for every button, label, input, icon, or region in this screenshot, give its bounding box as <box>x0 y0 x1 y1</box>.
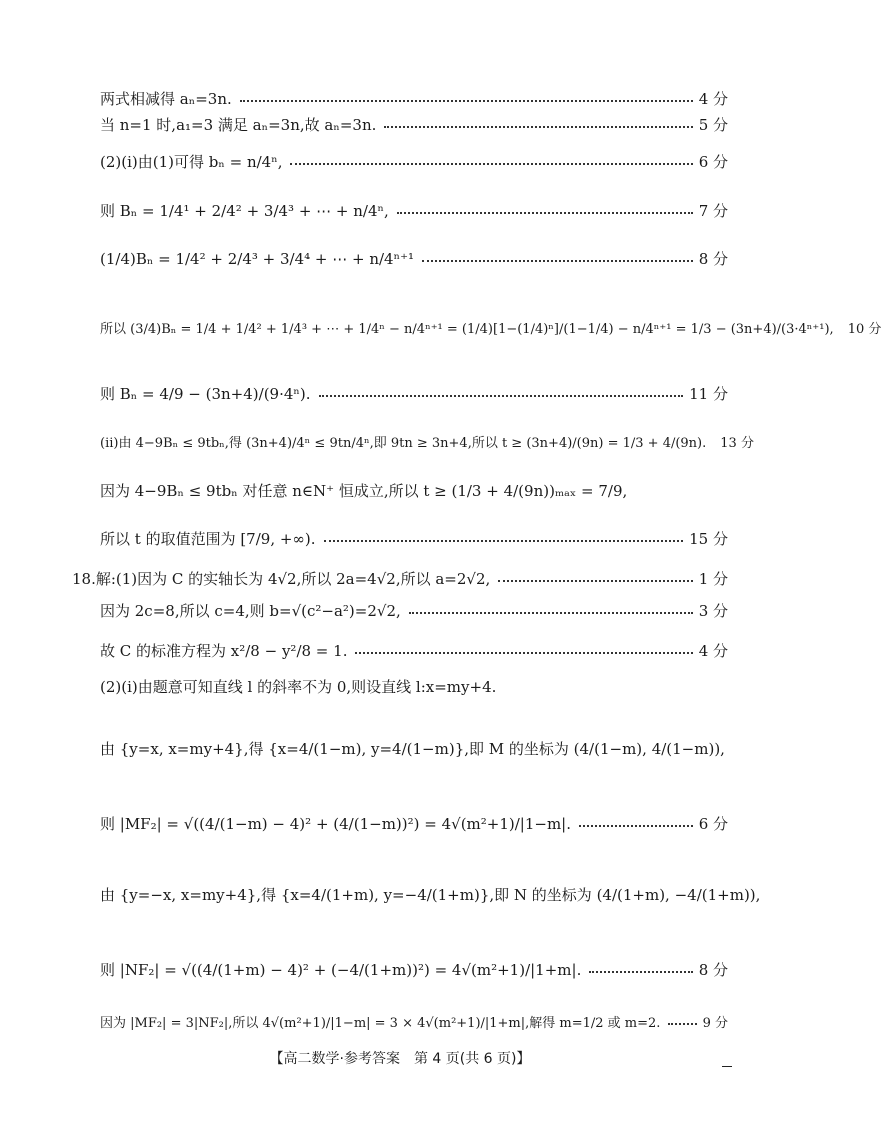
leader-dots <box>290 163 692 165</box>
score-label: 7 分 <box>698 202 728 220</box>
score-label: 6 分 <box>698 815 728 833</box>
score-label: 4 分 <box>698 90 728 108</box>
page-footer: 【高二数学·参考答案 第 4 页(共 6 页)】 <box>269 1051 531 1067</box>
answer-line: 因为 2c=8,所以 c=4,则 b=√(c²−a²)=2√2, 3 分 <box>100 602 728 620</box>
score-label: 5 分 <box>698 116 728 134</box>
answer-line: 两式相减得 aₙ=3n. 4 分 <box>100 90 728 108</box>
page-mark <box>722 1066 732 1067</box>
leader-dots <box>324 540 684 542</box>
score-label: 13 分 <box>720 436 754 451</box>
answer-line: (1/4)Bₙ = 1/4² + 2/4³ + 3/4⁴ + ⋯ + n/4ⁿ⁺¹ 8 分 <box>100 249 728 268</box>
leader-dots <box>409 612 693 614</box>
score-label: 8 分 <box>698 250 728 268</box>
answer-line: 所以 t 的取值范围为 [7/9, +∞). 15 分 <box>100 530 728 548</box>
score-label: 3 分 <box>698 602 728 620</box>
leader-dots <box>579 825 693 827</box>
score-label: 4 分 <box>698 642 728 660</box>
answer-line: 由 {y=−x, x=my+4},得 {x=4/(1+m), y=−4/(1+m)},即 N 的坐标为 (4/(1+m), −4/(1+m)), <box>100 886 761 904</box>
leader-dots <box>355 652 692 654</box>
answer-line: 当 n=1 时,a₁=3 满足 aₙ=3n,故 aₙ=3n. 5 分 <box>100 116 728 134</box>
answer-line: (2)(ⅰ)由题意可知直线 l 的斜率不为 0,则设直线 l:x=my+4. <box>100 678 497 696</box>
answer-line: (ⅱ)由 4−9Bₙ ≤ 9tbₙ,得 (3n+4)/4ⁿ ≤ 9tn/4ⁿ,即 9tn ≥ 3n+4,所以 t ≥ (3n+4)/(9n) = 1/3 + 4/(9n). 13 分 <box>100 432 728 451</box>
answer-line: 故 C 的标准方程为 x²/8 − y²/8 = 1. 4 分 <box>100 642 728 660</box>
answer-line: 由 {y=x, x=my+4},得 {x=4/(1−m), y=4/(1−m)},即 M 的坐标为 (4/(1−m), 4/(1−m)), <box>100 740 725 758</box>
answer-line: 则 |NF₂| = √((4/(1+m) − 4)² + (−4/(1+m))²) = 4√(m²+1)/|1+m|. 8 分 <box>100 961 728 979</box>
score-label: 1 分 <box>698 570 728 588</box>
score-label: 8 分 <box>698 961 728 979</box>
score-label: 15 分 <box>689 530 728 548</box>
leader-dots <box>319 395 684 397</box>
leader-dots <box>498 580 692 582</box>
answer-line: 18.解:(1)因为 C 的实轴长为 4√2,所以 2a=4√2,所以 a=2√2, 1 分 <box>72 570 728 588</box>
leader-dots <box>240 100 693 102</box>
leader-dots <box>589 971 692 973</box>
leader-dots <box>397 212 693 214</box>
answer-line: 因为 4−9Bₙ ≤ 9tbₙ 对任意 n∈N⁺ 恒成立,所以 t ≥ (1/3 + 4/(9n))ₘₐₓ = 7/9, <box>100 482 628 500</box>
score-label: 6 分 <box>698 153 728 171</box>
score-label: 11 分 <box>689 385 728 403</box>
answer-line: 则 |MF₂| = √((4/(1−m) − 4)² + (4/(1−m))²) = 4√(m²+1)/|1−m|. 6 分 <box>100 815 728 833</box>
answer-line: 所以 (3/4)Bₙ = 1/4 + 1/4² + 1/4³ + ⋯ + 1/4ⁿ − n/4ⁿ⁺¹ = (1/4)[1−(1/4)ⁿ]/(1−1/4) − n/4ⁿ⁺¹ = 1/3 − (3n+4)/(3·4ⁿ⁺¹), 10 分 <box>100 318 728 337</box>
answer-line: 则 Bₙ = 4/9 − (3n+4)/(9·4ⁿ). 11 分 <box>100 385 728 403</box>
score-label: 10 分 <box>847 322 881 337</box>
leader-dots <box>668 1023 696 1025</box>
leader-dots <box>384 126 692 128</box>
answer-line: 则 Bₙ = 1/4¹ + 2/4² + 3/4³ + ⋯ + n/4ⁿ, 7 分 <box>100 202 728 220</box>
answer-line: 因为 |MF₂| = 3|NF₂|,所以 4√(m²+1)/|1−m| = 3 × 4√(m²+1)/|1+m|,解得 m=1/2 或 m=2. 9 分 <box>100 1012 728 1031</box>
leader-dots <box>422 260 693 262</box>
answer-line: (2)(ⅰ)由(1)可得 bₙ = n/4ⁿ, 6 分 <box>100 153 728 171</box>
score-label: 9 分 <box>702 1016 728 1031</box>
